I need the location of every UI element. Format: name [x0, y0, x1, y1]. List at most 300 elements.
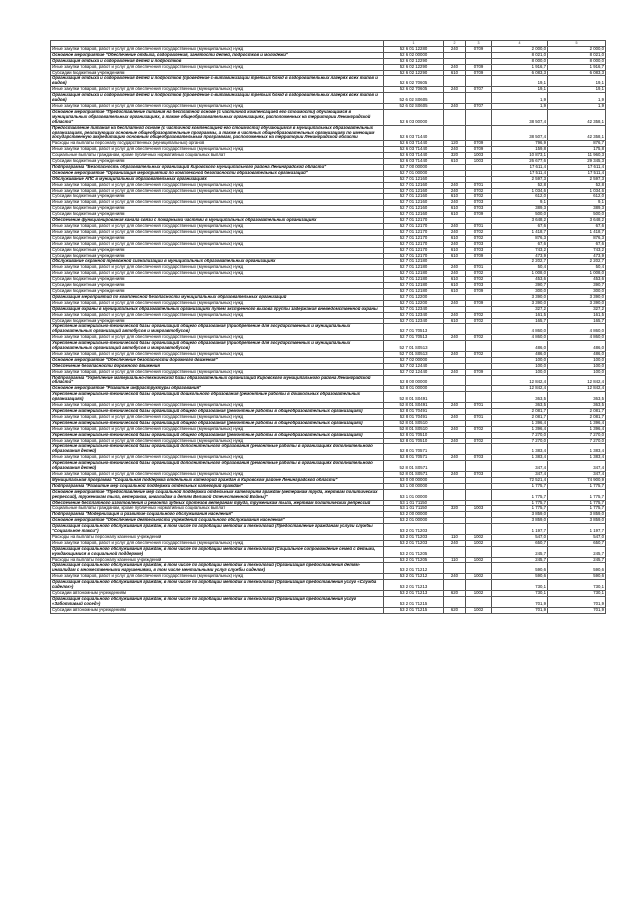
table-row: [51, 596, 606, 607]
amount-year-1: 1 383,4: [492, 455, 548, 461]
section-code: [466, 580, 492, 591]
row-name: Основное мероприятие "Обеспечение безопасности дорожного движения": [51, 357, 384, 363]
table-row: [51, 461, 606, 472]
target-code: 53 2 01 71215: [384, 596, 444, 607]
section-code: 0707: [466, 87, 492, 93]
expense-type: 610: [444, 283, 466, 289]
amount-year-2: 42 358,1: [548, 109, 606, 125]
row-name: Иные закупки товаров, работ и услуг для обеспечения государственных (муниципальных) нужд: [51, 87, 384, 93]
amount-year-1: 453,6: [492, 277, 548, 283]
amount-year-1: 4 860,0: [492, 335, 548, 341]
section-code: 1002: [466, 540, 492, 546]
amount-year-2: 175,8: [548, 147, 606, 153]
target-code: 52 7 01 12180: [384, 271, 444, 277]
amount-year-1: 390,7: [492, 283, 548, 289]
section-code: 1002: [466, 557, 492, 563]
target-code: 52 7 01 S0513: [384, 351, 444, 357]
section-code: 0703: [466, 200, 492, 206]
section-code: 0709: [466, 147, 492, 153]
amount-year-1: 1 396,4: [492, 426, 548, 432]
amount-year-1: 52,8: [492, 182, 548, 188]
amount-year-1: 1 418,7: [492, 229, 548, 235]
target-code: 52 6 01 12280: [384, 46, 444, 52]
target-code: 52 8 01 S0491: [384, 392, 444, 403]
amount-year-2: 50,4: [548, 265, 606, 271]
target-code: 52 7 01 12180: [384, 277, 444, 283]
expense-type: 320: [444, 153, 466, 159]
target-code: 53 2 00 00000: [384, 512, 444, 518]
section-code: 1002: [466, 534, 492, 540]
target-code: 53 2 01 71212: [384, 574, 444, 580]
amount-year-1: 3 648,2: [492, 218, 548, 224]
amount-year-1: 327,2: [492, 306, 548, 312]
row-name: Основное мероприятие "Обеспечение отдыха, оздоровления, занятости детей, подростков и молодежи": [51, 52, 384, 58]
expense-type: 240: [444, 414, 466, 420]
expense-type: [444, 563, 466, 574]
amount-year-1: 796,9: [492, 141, 548, 147]
amount-year-1: 50,4: [492, 265, 548, 271]
amount-year-2: 1 775,7: [548, 506, 606, 512]
amount-year-2: 9,1: [548, 200, 606, 206]
section-code: 0709: [466, 253, 492, 259]
section-code: 0702: [466, 312, 492, 318]
row-name: Иные закупки товаров, работ и услуг для обеспечения государственных (муниципальных) нужд: [51, 182, 384, 188]
amount-year-2: 3 648,2: [548, 218, 606, 224]
amount-year-2: 245,7: [548, 557, 606, 563]
row-name: Укрепление материально-технической базы организаций общего образования (ремонтные работы в общеобразовательных организациях): [51, 409, 384, 415]
amount-year-1: 3 390,0: [492, 294, 548, 300]
amount-year-2: 2 597,3: [548, 176, 606, 182]
row-name: Иные закупки товаров, работ и услуг для обеспечения государственных (муниципальных) нужд: [51, 241, 384, 247]
section-code: 0709: [466, 288, 492, 294]
expense-type: 610: [444, 235, 466, 241]
amount-year-1: 500,0: [492, 212, 548, 218]
row-name: Основное мероприятие "Обеспечение деятельности учреждений социального обслуживания населения": [51, 518, 384, 524]
section-code: 0701: [466, 414, 492, 420]
amount-year-2: 1 383,4: [548, 444, 606, 455]
target-code: 52 7 01 12170: [384, 241, 444, 247]
amount-year-1: 67,6: [492, 241, 548, 247]
row-name: Укрепление материально-технической базы организаций общего образования (ремонтные работы в общеобразовательных организациях): [51, 432, 384, 438]
target-code: 52 6 02 12290: [384, 58, 444, 64]
amount-year-2: 701,9: [548, 596, 606, 607]
section-code: 0701: [466, 182, 492, 188]
target-code: 53 2 01 71213: [384, 580, 444, 591]
row-name: Иные закупки товаров, работ и услуг для обеспечения государственных (муниципальных) нужд: [51, 64, 384, 70]
target-code: 52 6 03 71440: [384, 141, 444, 147]
expense-type: 240: [444, 300, 466, 306]
expense-type: 240: [444, 64, 466, 70]
expense-type: 610: [444, 206, 466, 212]
amount-year-2: 1 418,7: [548, 229, 606, 235]
expense-type: 240: [444, 471, 466, 477]
expense-type: 240: [444, 312, 466, 318]
expense-type: 240: [444, 455, 466, 461]
section-code: [466, 524, 492, 535]
amount-year-2: 52,8: [548, 182, 606, 188]
section-code: 1003: [466, 153, 492, 159]
row-name: Иные закупки товаров, работ и услуг для обеспечения государственных (муниципальных) нужд: [51, 103, 384, 109]
amount-year-1: 8 000,0: [492, 58, 548, 64]
section-code: 0709: [466, 64, 492, 70]
expense-type: 110: [444, 557, 466, 563]
amount-year-1: 363,5: [492, 392, 548, 403]
target-code: 52 7 01 70513: [384, 324, 444, 335]
amount-year-1: 547,0: [492, 534, 548, 540]
expense-type: 2: [444, 41, 466, 47]
expense-type: 610: [444, 247, 466, 253]
amount-year-1: 12 842,4: [492, 375, 548, 386]
section-code: 0707: [466, 103, 492, 109]
amount-year-1: 486,0: [492, 351, 548, 357]
row-name: Организация социального обслуживания граждан, в том числе по апробации методик и технологий (Организация предоставления детям-инвалидам с множественными нарушениями, в том числе ментальными услуг службы сиделок): [51, 563, 384, 574]
amount-year-2: 500,0: [548, 212, 606, 218]
section-code: 0709: [466, 70, 492, 76]
expense-type: 620: [444, 591, 466, 597]
target-code: 52 8 00 00000: [384, 375, 444, 386]
amount-year-1: 473,9: [492, 253, 548, 259]
target-code: 52 6 02 12290: [384, 70, 444, 76]
amount-year-1: 161,5: [492, 312, 548, 318]
amount-year-1: 730,1: [492, 591, 548, 597]
amount-year-2: 100,0: [548, 369, 606, 375]
expense-type: [444, 93, 466, 104]
amount-year-1: 38 507,4: [492, 125, 548, 141]
target-code: 52 7 02 12440: [384, 363, 444, 369]
target-code: 53 2 01 71205: [384, 557, 444, 563]
amount-year-1: 8 021,0: [492, 52, 548, 58]
row-name: Обеспечение безопасности дорожного движения: [51, 363, 384, 369]
section-code: [466, 392, 492, 403]
expense-type: 240: [444, 351, 466, 357]
table-row: [51, 125, 606, 141]
expense-type: 240: [444, 87, 466, 93]
amount-year-2: 74 900,9: [548, 477, 606, 483]
section-code: [466, 489, 492, 500]
target-code: 52 7 01 12160: [384, 212, 444, 218]
expense-type: 240: [444, 188, 466, 194]
target-code: 52 8 01 S0510: [384, 426, 444, 432]
amount-year-1: 1 197,7: [492, 524, 548, 535]
row-name: Иные закупки товаров, работ и услуг для обеспечения государственных (муниципальных) нужд: [51, 426, 384, 432]
target-code: 52 7 01 12160: [384, 194, 444, 200]
row-name: Основное мероприятие "Предоставление питания на бесплатной основе (с частичной компенсацией его стоимости) обучающимся в муниципальных образовательных организациях, а также общеобразовательных организациях, расположенных на территории Ленинградской области": [51, 109, 384, 125]
amount-year-2: 1 916,7: [548, 64, 606, 70]
amount-year-1: 19,1: [492, 87, 548, 93]
table-row: [51, 324, 606, 335]
target-code: 53 2 01 71205: [384, 546, 444, 557]
amount-year-1: 1 775,7: [492, 506, 548, 512]
target-code: 52 7 01 12160: [384, 182, 444, 188]
table-row: [51, 76, 606, 87]
row-name: Субсидии бюджетным учреждениям: [51, 235, 384, 241]
amount-year-1: 38 507,4: [492, 109, 548, 125]
target-code: 52 7 01 12170: [384, 247, 444, 253]
amount-year-2: 12 842,4: [548, 386, 606, 392]
amount-year-2: 8 000,0: [548, 58, 606, 64]
amount-year-2: 3 859,0: [548, 512, 606, 518]
amount-year-2: 486,0: [548, 351, 606, 357]
row-name: Организация охраны в муниципальных образовательных организациях путем экстренного вызова группы задержания вневедомственной охраны: [51, 306, 384, 312]
amount-year-2: 3 390,0: [548, 300, 606, 306]
expense-type: [444, 125, 466, 141]
expense-type: [444, 109, 466, 125]
target-code: 52 7 01 12340: [384, 318, 444, 324]
target-code: 53 2 01 71203: [384, 534, 444, 540]
amount-year-1: 701,9: [492, 596, 548, 607]
amount-year-1: 159,8: [492, 147, 548, 153]
target-code: 52 8 01 00000: [384, 386, 444, 392]
amount-year-2: 327,2: [548, 306, 606, 312]
section-code: 0709: [466, 46, 492, 52]
amount-year-1: 7 270,0: [492, 438, 548, 444]
amount-year-1: 12 842,4: [492, 386, 548, 392]
expense-type: 240: [444, 265, 466, 271]
target-code: 52 8 01 S0510: [384, 420, 444, 426]
amount-year-2: 743,2: [548, 247, 606, 253]
expense-type: 240: [444, 46, 466, 52]
section-code: [466, 341, 492, 352]
amount-year-1: 300,0: [492, 288, 548, 294]
row-name: Основное мероприятие "Предоставление мер социальной поддержки отдельным категориям граждан (ветеранам труда, жертвам политических репрессий), труженикам тыла, ветеранам, инвалидам и детям Великой Отечественной Войны)": [51, 489, 384, 500]
row-name: Субсидии бюджетным учреждениям: [51, 288, 384, 294]
amount-year-2: 29 345,3: [548, 159, 606, 165]
table-row: [51, 546, 606, 557]
target-code: 52 7 01 12160: [384, 188, 444, 194]
amount-year-2: 876,7: [548, 141, 606, 147]
target-code: 52 7 01 12160: [384, 206, 444, 212]
section-code: 0703: [466, 247, 492, 253]
amount-year-2: 390,7: [548, 283, 606, 289]
section-code: 0702: [466, 229, 492, 235]
amount-year-2: 453,6: [548, 277, 606, 283]
row-name: Иные закупки товаров, работ и услуг для обеспечения государственных (муниципальных) нужд: [51, 200, 384, 206]
target-code: 52 7 01 12170: [384, 235, 444, 241]
row-name: Субсидии бюджетным учреждениям: [51, 247, 384, 253]
row-name: Иные закупки товаров, работ и услуг для обеспечения государственных (муниципальных) нужд: [51, 312, 384, 318]
row-name: Укрепление материально-технической базы организаций дополнительного образования (ремонтные работы в организациях дополнительного образования детей): [51, 461, 384, 472]
target-code: 52 7 01 12340: [384, 306, 444, 312]
expense-type: 610: [444, 277, 466, 283]
row-name: Субсидии автономным учреждениям: [51, 607, 384, 613]
amount-year-1: 347,4: [492, 461, 548, 472]
row-name: Организация социального обслуживания граждан, в том числе по апробации методик и технологий (Социальное сопровождение семей с детьми, нуждающимися в социальной поддержке): [51, 546, 384, 557]
amount-year-1: 2 000,0: [492, 46, 548, 52]
row-name: Социальные выплаты гражданам, кроме публичных нормативных социальных выплат: [51, 506, 384, 512]
amount-year-1: 1 008,0: [492, 271, 548, 277]
amount-year-2: 165,7: [548, 318, 606, 324]
section-code: 0702: [466, 335, 492, 341]
amount-year-1: 1 775,7: [492, 500, 548, 506]
expense-type: 240: [444, 403, 466, 409]
amount-year-2: 67,6: [548, 241, 606, 247]
expense-type: [444, 324, 466, 335]
row-name: Укрепление материально-технической базы организаций дошкольного образования (ремонтные работы в дошкольных образовательных организациях): [51, 392, 384, 403]
expense-type: 240: [444, 103, 466, 109]
amount-year-1: 3 859,0: [492, 518, 548, 524]
target-code: 52 8 01 S0491: [384, 403, 444, 409]
amount-year-2: 473,9: [548, 253, 606, 259]
target-code: 52 7 01 12200: [384, 300, 444, 306]
target-code: 52 8 01 S0571: [384, 461, 444, 472]
expense-type: [444, 596, 466, 607]
section-code: 0702: [466, 277, 492, 283]
row-name: Организация отдыха и оздоровления детей и подростков: [51, 58, 384, 64]
row-name: Предоставление питания на бесплатной основе (с частичной компенсацией его стоимости) обучающимся в муниципальных образовательных организациях, реализующих основные общеобразовательные программы, а также в частных общеобразовательных организациях по имеющим государственную аккредитацию основным общеобразовательным программам, расположенных на территории Ленинградской области: [51, 125, 384, 141]
amount-year-2: 2 202,7: [548, 259, 606, 265]
section-code: 0702: [466, 271, 492, 277]
amount-year-1: 1 916,7: [492, 64, 548, 70]
amount-year-2: 5: [548, 41, 606, 47]
amount-year-2: 42 358,1: [548, 125, 606, 141]
target-code: 52 6 02 S0605: [384, 103, 444, 109]
row-name: Иные закупки товаров, работ и услуг для обеспечения государственных (муниципальных) нужд: [51, 438, 384, 444]
amount-year-1: 650,7: [492, 540, 548, 546]
section-code: [466, 324, 492, 335]
budget-page: [50, 40, 605, 614]
section-code: [466, 596, 492, 607]
row-name: Подпрограмма "Модернизация и развитие социального обслуживания населения": [51, 512, 384, 518]
amount-year-1: 9,1: [492, 200, 548, 206]
target-code: 52 6 02 12290: [384, 64, 444, 70]
expense-type: [444, 341, 466, 352]
amount-year-2: 4 860,0: [548, 335, 606, 341]
row-name: Обслуживание АПС в муниципальных образовательных организациях: [51, 176, 384, 182]
amount-year-1: 165,7: [492, 318, 548, 324]
row-name: Иные закупки товаров, работ и услуг для обеспечения государственных (муниципальных) нужд: [51, 188, 384, 194]
section-code: 3: [466, 41, 492, 47]
target-code: 52 8 01 70510: [384, 438, 444, 444]
section-code: 0703: [466, 283, 492, 289]
row-name: Организация социального обслуживания граждан, в том числе по апробации методик и технологий (Организация предоставления услуг «Служба сиделок»): [51, 580, 384, 591]
amount-year-2: 730,1: [548, 591, 606, 597]
amount-year-2: 11 960,3: [548, 153, 606, 159]
table-row: [51, 392, 606, 403]
amount-year-2: 100,0: [548, 363, 606, 369]
target-code: 52 8 01 70510: [384, 432, 444, 438]
amount-year-1: 17 611,4: [492, 164, 548, 170]
amount-year-1: 1 034,6: [492, 188, 548, 194]
section-code: 0709: [466, 300, 492, 306]
expense-type: 240: [444, 200, 466, 206]
amount-year-1: 590,6: [492, 574, 548, 580]
row-name: Субсидии бюджетным учреждениям: [51, 318, 384, 324]
expense-type: 240: [444, 438, 466, 444]
amount-year-2: 1 383,4: [548, 455, 606, 461]
section-code: [466, 444, 492, 455]
table-row: [51, 375, 606, 386]
row-name: Иные закупки товаров, работ и услуг для обеспечения государственных (муниципальных) нужд: [51, 403, 384, 409]
amount-year-1: 3 390,0: [492, 300, 548, 306]
target-code: 52 8 01 70571: [384, 455, 444, 461]
target-code: 53 1 01 71150: [384, 506, 444, 512]
expense-type: 320: [444, 506, 466, 512]
row-name: Подпрограмма "Развитие мер социальной поддержки отдельных категорий граждан": [51, 483, 384, 489]
amount-year-2: 3 390,0: [548, 294, 606, 300]
section-code: 1002: [466, 607, 492, 613]
expense-type: [444, 524, 466, 535]
target-code: 52 7 01 12200: [384, 294, 444, 300]
amount-year-2: 100,0: [548, 357, 606, 363]
target-code: 52 6 03 00000: [384, 109, 444, 125]
amount-year-2: 161,5: [548, 312, 606, 318]
amount-year-2: 17 511,4: [548, 170, 606, 176]
expense-type: 240: [444, 369, 466, 375]
expense-type: 240: [444, 229, 466, 235]
section-code: 0703: [466, 471, 492, 477]
row-name: Организация мероприятий по комплексной безопасности муниципальных образовательных организаций: [51, 294, 384, 300]
expense-type: 240: [444, 147, 466, 153]
target-code: 52 7 01 12170: [384, 224, 444, 230]
section-code: 0702: [466, 188, 492, 194]
target-code: 53 2 01 71215: [384, 607, 444, 613]
row-name: Укрепление материально-технической базы организаций общего образования (приобретение для государственных и муниципальных образовательных организаций автобусов и микроавтобусов): [51, 324, 384, 335]
amount-year-2: 347,4: [548, 461, 606, 472]
table-row: [51, 489, 606, 500]
section-code: 0701: [466, 403, 492, 409]
amount-year-1: 701,9: [492, 607, 548, 613]
row-name: Основное мероприятие "Развитие инфраструктуры образования": [51, 386, 384, 392]
amount-year-2: 19,1: [548, 76, 606, 87]
amount-year-1: 26 677,6: [492, 159, 548, 165]
expense-type: 240: [444, 574, 466, 580]
table-row: [51, 607, 606, 613]
row-name: Иные закупки товаров, работ и услуг для обеспечения государственных (муниципальных) нужд: [51, 351, 384, 357]
row-name: Основное мероприятие "Организация мероприятий по комплексной безопасности образовательных организаций": [51, 170, 384, 176]
target-code: 52 7 01 12160: [384, 200, 444, 206]
amount-year-2: 486,0: [548, 341, 606, 352]
row-name: Иные закупки товаров, работ и услуг для обеспечения государственных (муниципальных) нужд: [51, 335, 384, 341]
section-code: 1003: [466, 506, 492, 512]
row-name: Иные закупки товаров, работ и услуг для обеспечения государственных (муниципальных) нужд: [51, 414, 384, 420]
row-name: Укрепление материально-технической базы организаций общего образования (приобретение для государственных и муниципальных образовательных организаций автобусов и микроавтобусов): [51, 341, 384, 352]
amount-year-2: 1 775,7: [548, 500, 606, 506]
section-code: 0709: [466, 141, 492, 147]
amount-year-2: 3 859,0: [548, 518, 606, 524]
amount-year-2: 19,1: [548, 87, 606, 93]
target-code: 52 7 01 12180: [384, 259, 444, 265]
amount-year-1: 4: [492, 41, 548, 47]
target-code: 52 7 01 12170: [384, 253, 444, 259]
row-name: Организация отдыха и оздоровления детей и подростков (проведение с-витаминизации третьих блюд в оздоровительных лагерях всех типов и видов): [51, 76, 384, 87]
amount-year-1: 1 383,4: [492, 444, 548, 455]
amount-year-2: 347,4: [548, 471, 606, 477]
expense-type: 610: [444, 253, 466, 259]
amount-year-1: 2 081,7: [492, 414, 548, 420]
target-code: 53 2 01 71203: [384, 540, 444, 546]
expense-type: [444, 444, 466, 455]
row-name: Субсидии бюджетным учреждениям: [51, 253, 384, 259]
expense-type: [444, 76, 466, 87]
target-code: 52 7 01 S0513: [384, 341, 444, 352]
amount-year-1: 363,5: [492, 403, 548, 409]
target-code: 53 2 01 71203: [384, 524, 444, 535]
expense-type: [444, 489, 466, 500]
target-code: 52 7 01 70513: [384, 335, 444, 341]
expense-type: 610: [444, 212, 466, 218]
row-name: Подпрограмма "Укрепление материально-технической базы образовательных организаций Кировского муниципального района Ленинградской области": [51, 375, 384, 386]
target-code: 52 6 02 00000: [384, 52, 444, 58]
target-code: 53 0 00 00000: [384, 477, 444, 483]
row-name: Иные закупки товаров, работ и услуг для обеспечения государственных (муниципальных) нужд: [51, 574, 384, 580]
expense-type: 240: [444, 224, 466, 230]
row-name: Организация социального обслуживания граждан, в том числе по апробации методик и технологий (Организация предоставления услуг «Заботливый сосед»): [51, 596, 384, 607]
amount-year-2: 590,6: [548, 563, 606, 574]
amount-year-2: 2 081,7: [548, 414, 606, 420]
row-name: Субсидии бюджетным учреждениям: [51, 283, 384, 289]
amount-year-1: 612,0: [492, 194, 548, 200]
amount-year-1: 1,9: [492, 93, 548, 104]
